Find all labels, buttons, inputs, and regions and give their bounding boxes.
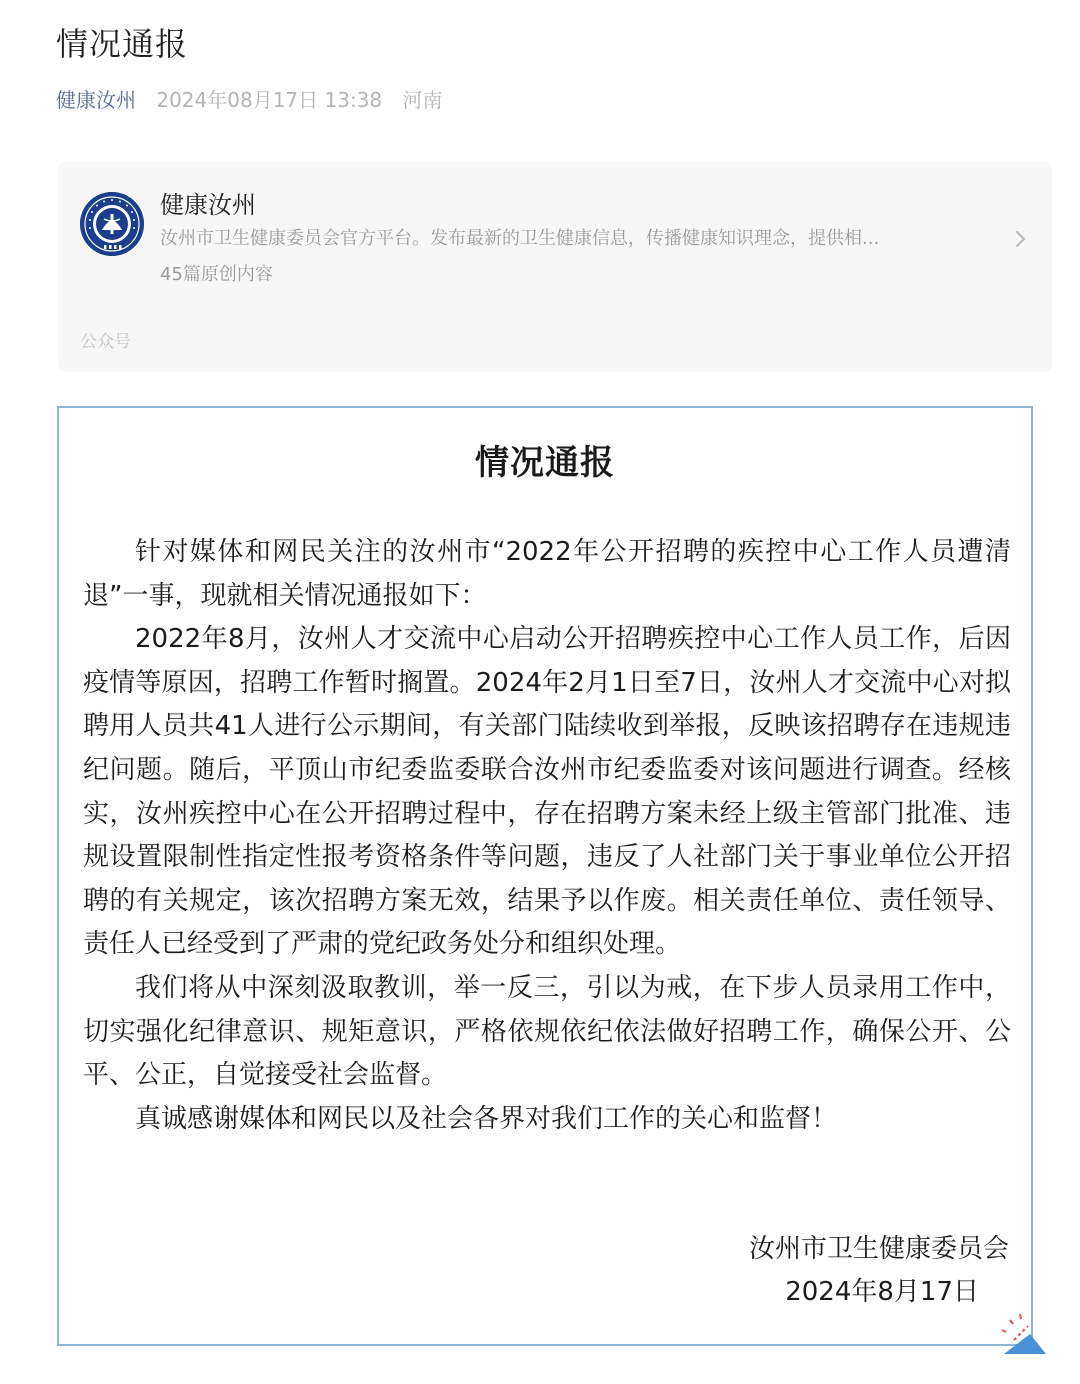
notice-paragraph: 2022年8月，汝州人才交流中心启动公开招聘疾控中心工作人员工作，后因疫情等原因，招聘工作暂时搁置。2024年2月1日至7日，汝州人才交流中心对拟聘用人员共41人进行公示期间，有关部门陆续收到举报，反映该招聘存在违规违纪问题。随后，平顶山市纪委监委联合汝州市纪委监委对该问题进行调查。经核实，汝州疾控中心在公开招聘过程中，存在招聘方案未经上级主管部门批准、违规设置限制性指定性报考资格条件等问题，违反了人社部门关于事业单位公开招聘的有关规定，该次招聘方案无效，结果予以作废。相关责任单位、责任领导、责任人已经受到了严肃的党纪政务处分和组织处理。 — [83, 624, 1011, 960]
notice-signature — [749, 1228, 1009, 1314]
signature-org: 汝州市卫生健康委员会 — [748, 1234, 1009, 1264]
notice-image — [57, 406, 1033, 1346]
notice-paragraph: 我们将从中深刻汲取教训，举一反三，引以为戒，在下步人员录用工作中，切实强化纪律意识、规矩意识，严格依规依纪依法做好招聘工作，确保公开、公平、公正，自觉接受社会监督。 — [83, 972, 1011, 1091]
notice-paragraph: 针对媒体和网民关注的汝州市“2022年公开招聘的疾控中心工作人员遭清退”一事，现就相关情况通报如下： — [83, 537, 1011, 611]
account-description: 汝州市卫生健康委员会官方平台。发布最新的卫生健康信息，传播健康知识理念，提供相... — [160, 228, 880, 249]
signature-date: 2024年8月17日 — [785, 1277, 979, 1307]
account-name: 健康汝州 — [160, 191, 256, 219]
notice-paragraph: 真诚感谢媒体和网民以及社会各界对我们工作的关心和监督！ — [135, 1103, 838, 1134]
article-meta — [56, 86, 443, 114]
notice-title: 情况通报 — [475, 443, 615, 483]
health-commission-logo-icon — [80, 192, 144, 256]
watermark-icon — [994, 1310, 1050, 1356]
account-card[interactable] — [58, 162, 1052, 372]
notice-body — [83, 531, 1011, 1141]
article-datetime: 2024年08月17日 13:38 — [156, 88, 383, 112]
article-location: 河南 — [402, 88, 443, 112]
account-original-count: 45篇原创内容 — [160, 264, 273, 285]
article-title: 情况通报 — [56, 25, 189, 63]
article-author-link[interactable]: 健康汝州 — [56, 88, 136, 112]
chevron-right-icon[interactable] — [1012, 228, 1030, 250]
account-type-label: 公众号 — [80, 332, 131, 352]
